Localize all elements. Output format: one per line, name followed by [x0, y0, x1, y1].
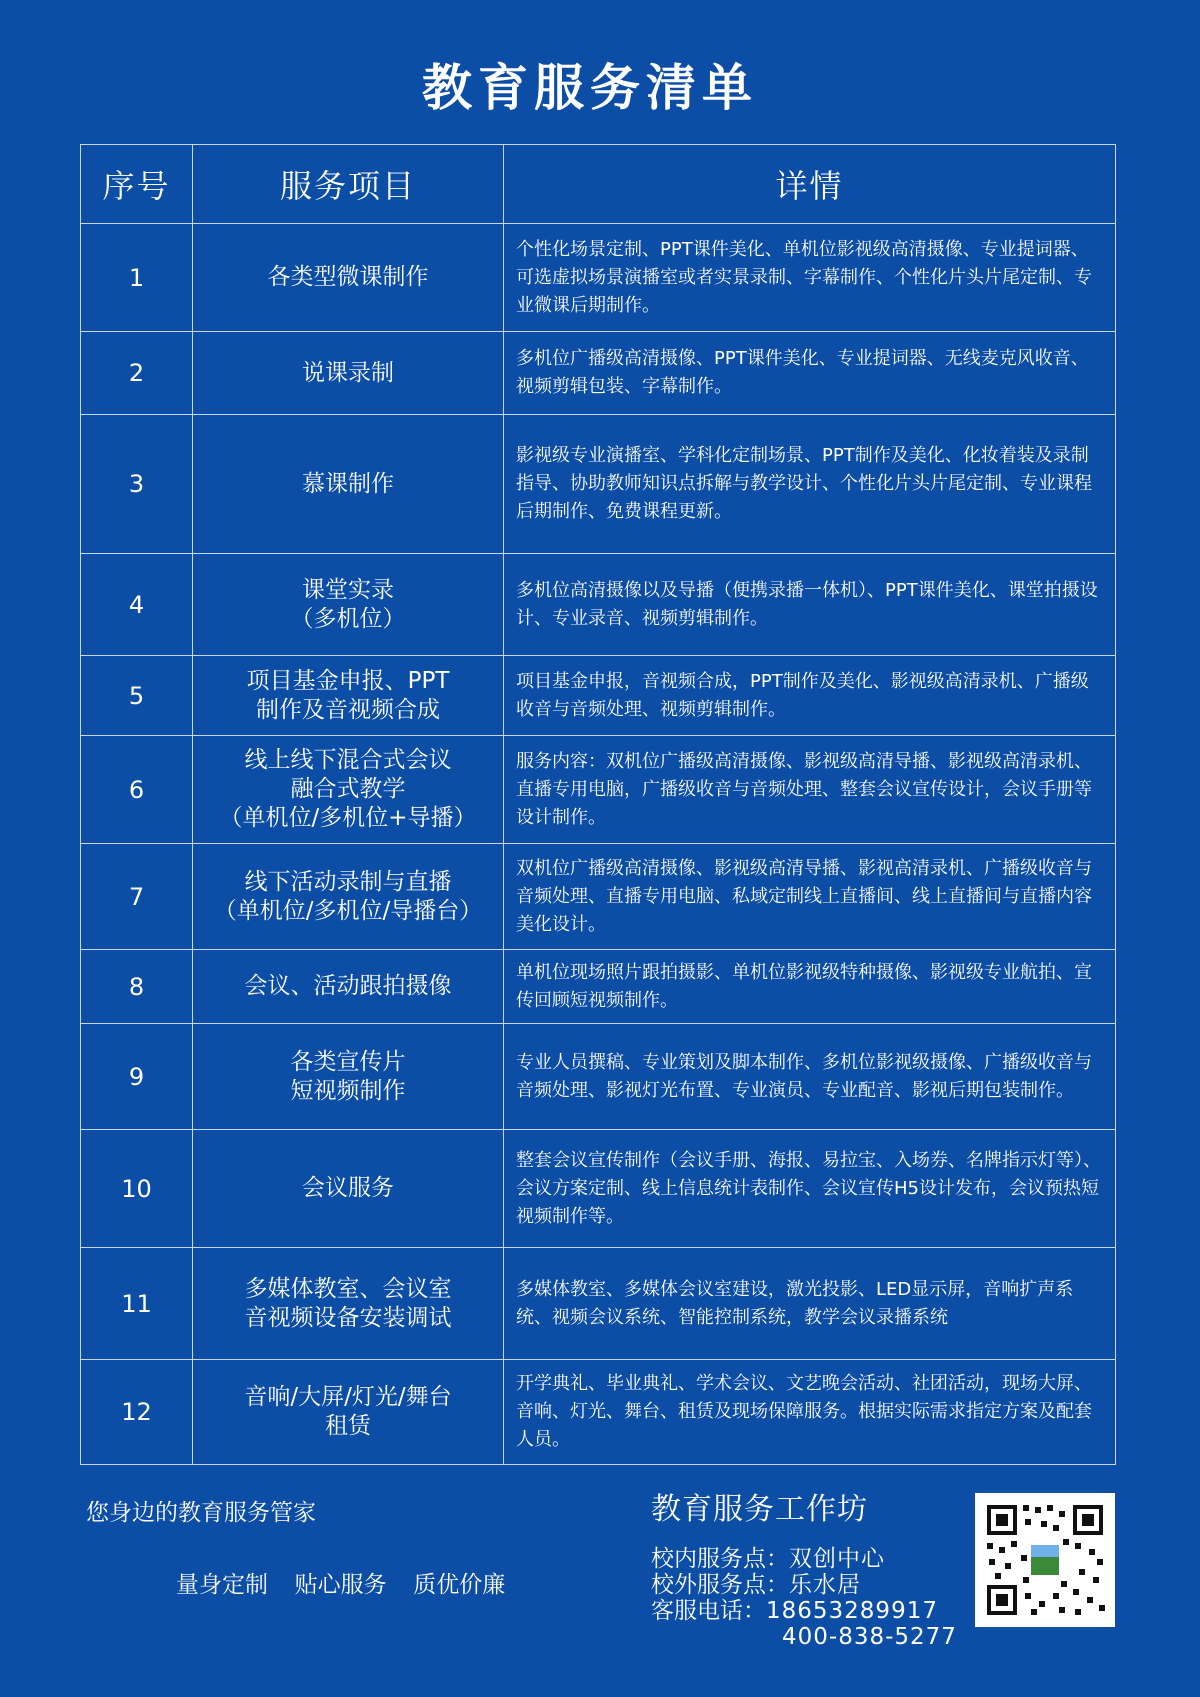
row-number: 5	[81, 656, 193, 736]
table-row	[81, 1360, 1116, 1465]
table-row	[81, 1130, 1116, 1248]
row-service-item	[193, 554, 504, 656]
row-detail: 整套会议宣传制作（会议手册、海报、易拉宝、入场券、名牌指示灯等）、会议方案定制、线上信息统计表制作、会议宣传H5设计发布，会议预热短视频制作等。	[504, 1130, 1116, 1248]
service-item-text: 慕课制作	[302, 470, 394, 497]
row-number: 8	[81, 950, 193, 1024]
offcampus-value: 乐水居	[789, 1572, 861, 1598]
row-number: 1	[81, 224, 193, 332]
service-item-text: 线下活动录制与直播 （单机位/多机位/导播台）	[213, 868, 483, 924]
qr-code-icon	[975, 1493, 1115, 1627]
tagline	[176, 1566, 505, 1599]
row-service-item	[193, 1024, 504, 1130]
row-detail: 单机位现场照片跟拍摄影、单机位影视级特种摄像、影视级专业航拍、宣传回顾短视频制作。	[504, 950, 1116, 1024]
phone-1: 18653289917	[766, 1598, 938, 1624]
slogan: 您身边的教育服务管家	[86, 1500, 316, 1526]
table-row	[81, 950, 1116, 1024]
service-item-text: 项目基金申报、PPT 制作及音视频合成	[246, 667, 450, 723]
table-row	[81, 415, 1116, 554]
campus-line	[651, 1546, 971, 1572]
row-service-item	[193, 224, 504, 332]
row-service-item	[193, 844, 504, 950]
table-row	[81, 1248, 1116, 1360]
row-number: 10	[81, 1130, 193, 1248]
row-detail: 开学典礼、毕业典礼、学术会议、文艺晚会活动、社团活动，现场大屏、音响、灯光、舞台、租赁及现场保障服务。根据实际需求指定方案及配套人员。	[504, 1360, 1116, 1465]
service-item-text: 会议服务	[302, 1175, 394, 1201]
row-detail: 专业人员撰稿、专业策划及脚本制作、多机位影视级摄像、广播级收音与音频处理、影视灯光布置、专业演员、专业配音、影视后期包装制作。	[504, 1024, 1116, 1130]
service-item-text: 线上线下混合式会议 融合式教学 （单机位/多机位+导播）	[219, 747, 477, 831]
table-row	[81, 224, 1116, 332]
row-service-item	[193, 415, 504, 554]
row-detail: 多机位高清摄像以及导播（便携录播一体机）、PPT课件美化、课堂拍摄设计、专业录音、视频剪辑制作。	[504, 554, 1116, 656]
header-no: 序号	[81, 145, 193, 224]
row-number: 2	[81, 332, 193, 415]
service-item-text: 音响/大屏/灯光/舞台 租赁	[244, 1384, 452, 1439]
offcampus-label: 校外服务点：	[651, 1572, 789, 1598]
service-item-text: 各类型微课制作	[267, 264, 429, 290]
page-title: 教育服务清单	[422, 59, 758, 117]
row-service-item	[193, 1130, 504, 1248]
contact-block	[651, 1484, 971, 1650]
row-detail: 服务内容：双机位广播级高清摄像、影视级高清导播、影视级高清录机、直播专用电脑，广播级收音与音频处理、整套会议宣传设计，会议手册等设计制作。	[504, 736, 1116, 844]
table-header-row	[81, 145, 1116, 224]
row-service-item	[193, 950, 504, 1024]
row-number: 6	[81, 736, 193, 844]
service-item-text: 课堂实录 （多机位）	[290, 576, 406, 632]
row-service-item	[193, 332, 504, 415]
row-detail: 双机位广播级高清摄像、影视级高清导播、影视高清录机、广播级收音与音频处理、直播专用电脑、私域定制线上直播间、线上直播间与直播内容美化设计。	[504, 844, 1116, 950]
tagline-text: 量身定制 贴心服务 质优价廉	[176, 1572, 506, 1598]
table-row	[81, 656, 1116, 736]
studio-name: 教育服务工作坊	[651, 1492, 868, 1527]
header-item: 服务项目	[193, 145, 504, 224]
row-service-item	[193, 736, 504, 844]
header-detail: 详情	[504, 145, 1116, 224]
table-row	[81, 736, 1116, 844]
phone-label: 客服电话：	[651, 1598, 766, 1624]
row-detail: 个性化场景定制、PPT课件美化、单机位影视级高清摄像、专业提词器、可选虚拟场景演播室或者实景录制、字幕制作、个性化片头片尾定制、专业微课后期制作。	[504, 224, 1116, 332]
row-detail: 多机位广播级高清摄像、PPT课件美化、专业提词器、无线麦克风收音、视频剪辑包装、字幕制作。	[504, 332, 1116, 415]
service-item-text: 各类宣传片 短视频制作	[290, 1048, 406, 1104]
row-number: 12	[81, 1360, 193, 1465]
campus-label: 校内服务点：	[651, 1546, 789, 1572]
row-service-item	[193, 1248, 504, 1360]
table-row	[81, 554, 1116, 656]
row-number: 9	[81, 1024, 193, 1130]
service-item-text: 说课录制	[302, 359, 394, 386]
row-number: 4	[81, 554, 193, 656]
service-item-text: 会议、活动跟拍摄像	[244, 973, 452, 999]
table-row	[81, 332, 1116, 415]
table-row	[81, 844, 1116, 950]
row-detail: 项目基金申报，音视频合成，PPT制作及美化、影视级高清录机、广播级收音与音频处理、视频剪辑制作。	[504, 656, 1116, 736]
phone-2: 400-838-5277	[782, 1624, 957, 1650]
service-item-text: 多媒体教室、会议室 音视频设备安装调试	[244, 1275, 452, 1331]
table-row	[81, 1024, 1116, 1130]
qr-code	[975, 1493, 1115, 1627]
row-detail: 影视级专业演播室、学科化定制场景、PPT制作及美化、化妆着装及录制指导、协助教师知识点拆解与教学设计、个性化片头片尾定制、专业课程后期制作、免费课程更新。	[504, 415, 1116, 554]
row-service-item	[193, 1360, 504, 1465]
phone-line	[651, 1598, 971, 1624]
row-number: 3	[81, 415, 193, 554]
row-number: 7	[81, 844, 193, 950]
service-table	[80, 144, 1116, 1465]
row-detail: 多媒体教室、多媒体会议室建设，激光投影、LED显示屏，音响扩声系统、视频会议系统、智能控制系统，教学会议录播系统	[504, 1248, 1116, 1360]
offcampus-line	[651, 1572, 971, 1598]
row-service-item	[193, 656, 504, 736]
row-number: 11	[81, 1248, 193, 1360]
campus-value: 双创中心	[789, 1546, 885, 1572]
